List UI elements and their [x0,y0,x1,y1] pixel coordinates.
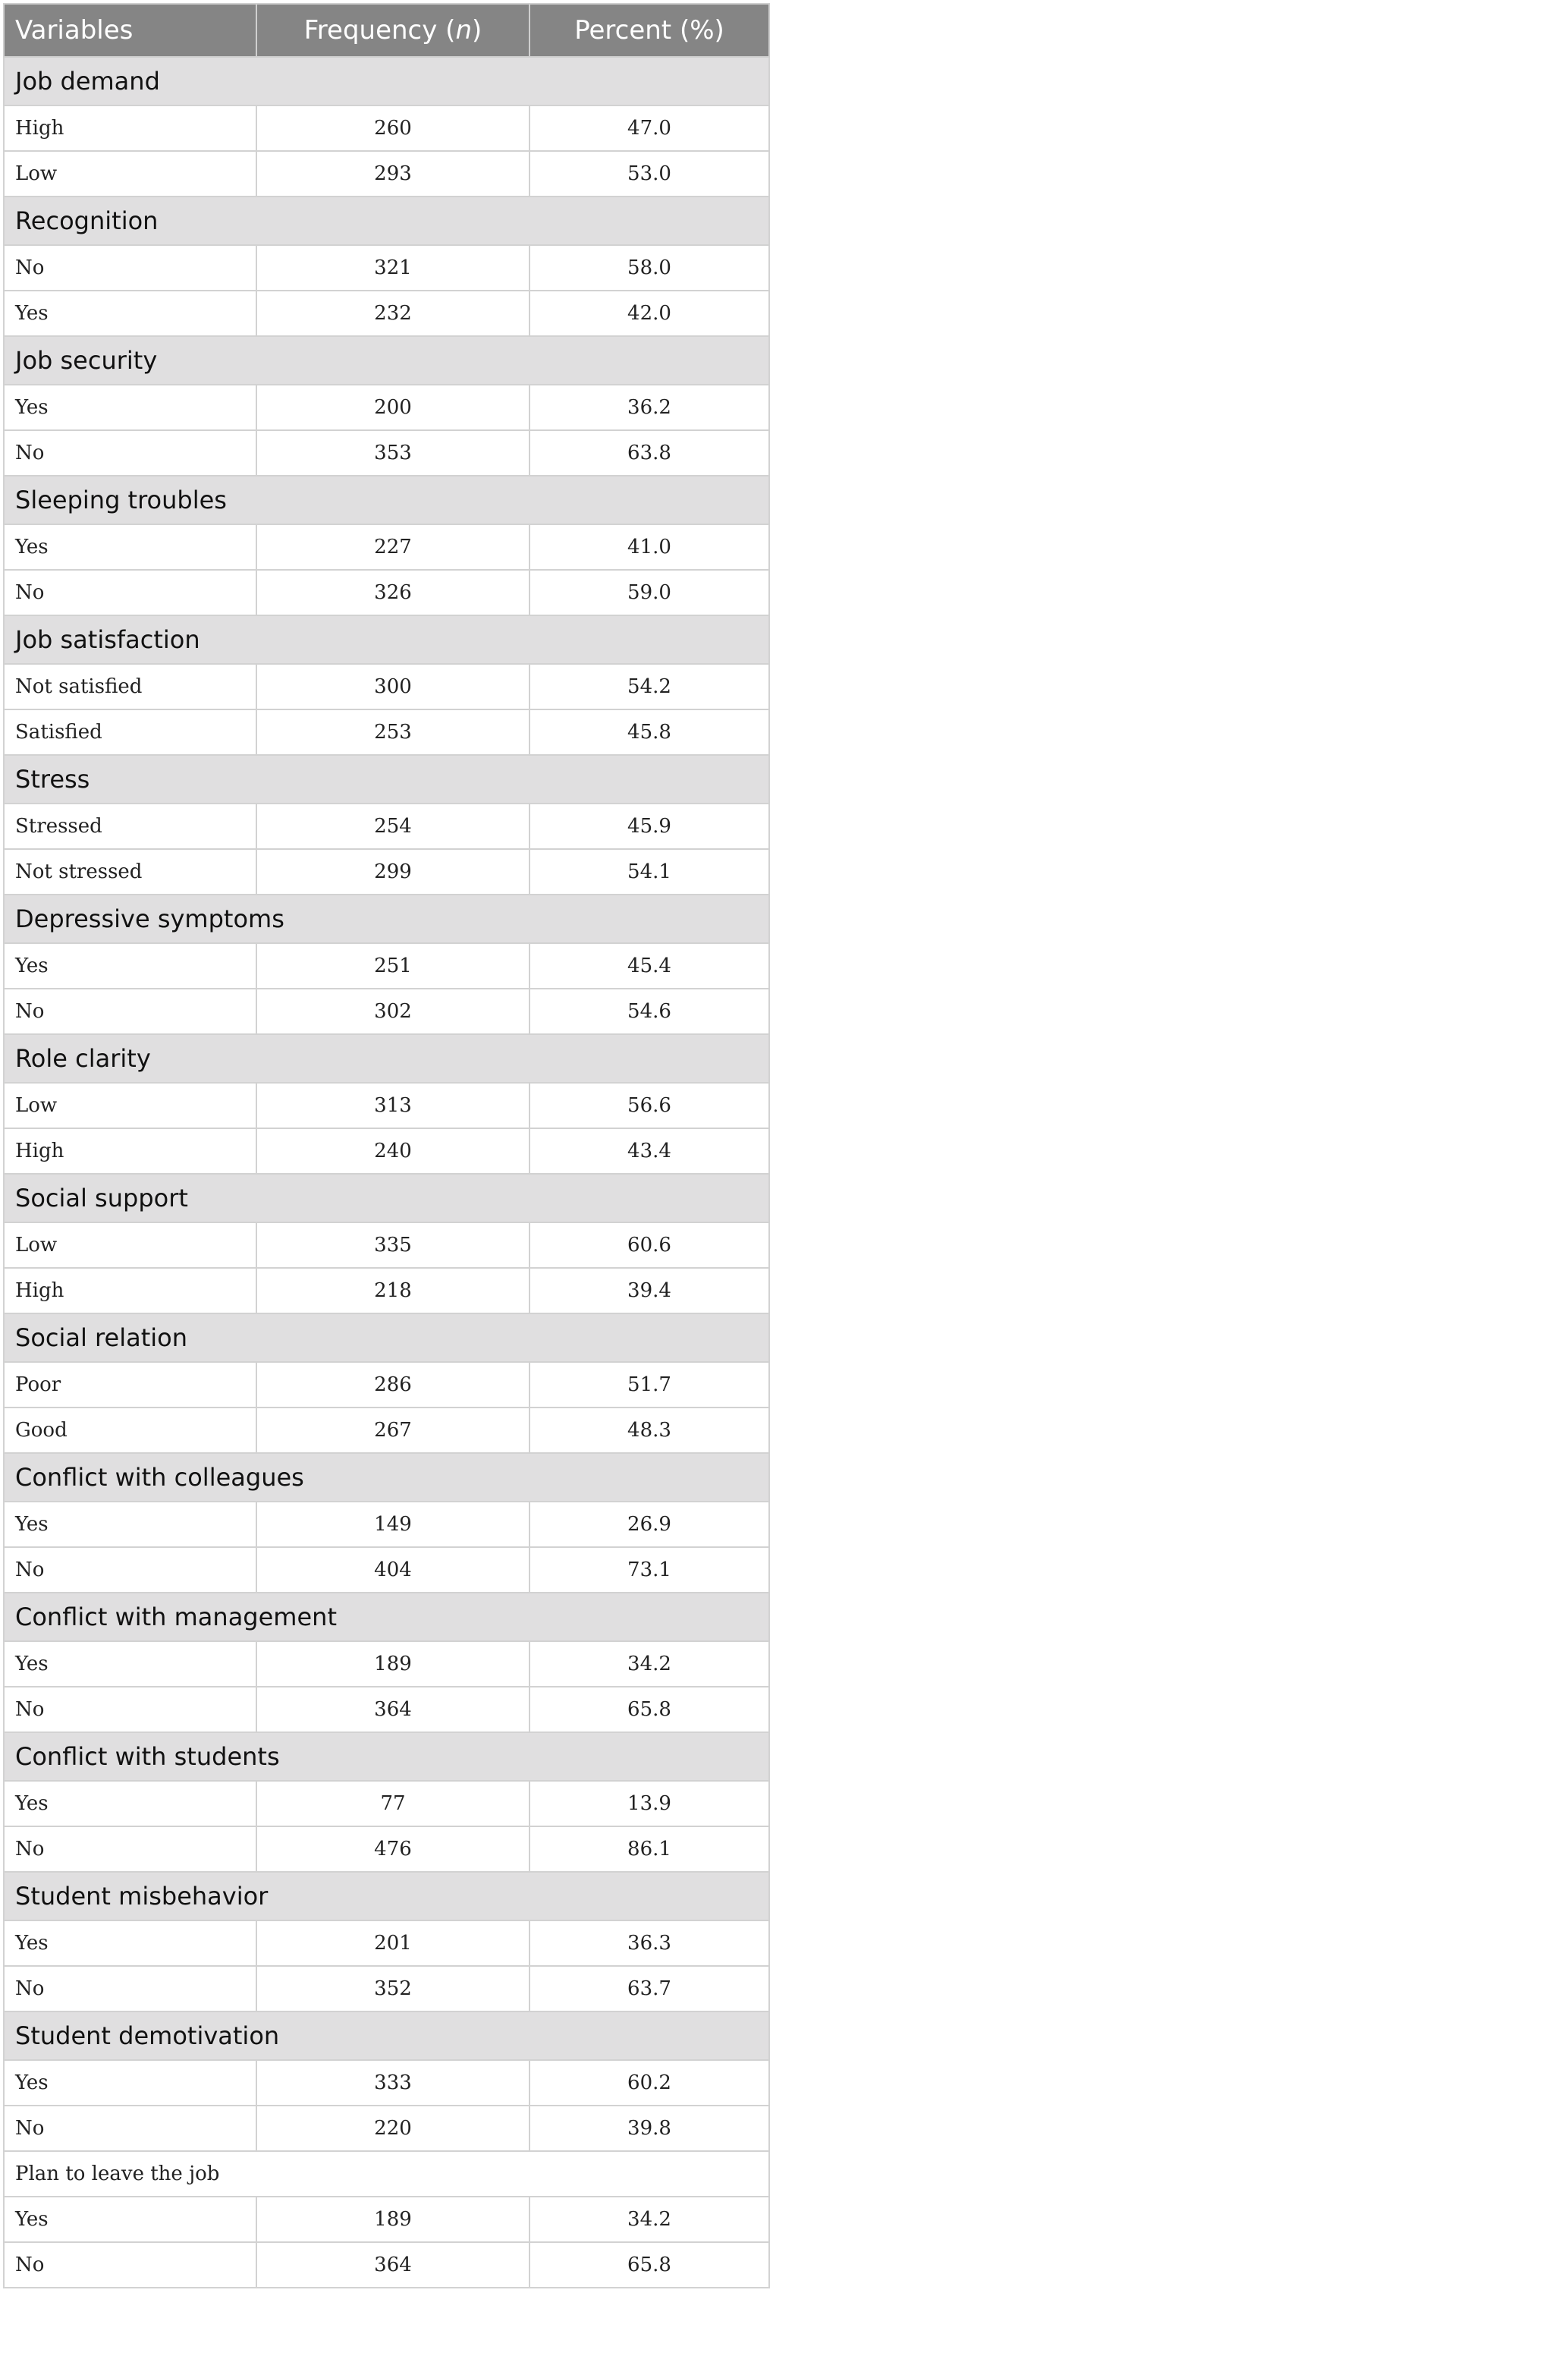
percent-cell: 56.6 [529,1083,769,1128]
frequency-cell: 218 [256,1268,529,1313]
table-row [4,1502,769,1547]
frequency-cell: 302 [256,989,529,1034]
category-cell: Yes [4,2060,256,2106]
group-header-row [4,336,769,385]
frequency-cell: 293 [256,151,529,197]
percent-cell: 45.9 [529,804,769,849]
percent-cell: 26.9 [529,1502,769,1547]
group-title: Depressive symptoms [4,895,769,943]
frequency-cell: 77 [256,1781,529,1826]
category-cell: No [4,1687,256,1732]
group-header-row [4,1732,769,1781]
table-row [4,943,769,989]
table-row [4,1268,769,1313]
group-header-row [4,755,769,804]
frequency-cell: 200 [256,385,529,430]
table-row [4,2197,769,2242]
table-row [4,1408,769,1453]
frequency-cell: 352 [256,1966,529,2011]
group-header-row [4,197,769,245]
table-row [4,1128,769,1174]
percent-cell: 53.0 [529,151,769,197]
category-cell: Yes [4,1781,256,1826]
group-title: Job demand [4,57,769,105]
header-percent: Percent (%) [529,4,769,57]
category-cell: Yes [4,1920,256,1966]
percent-cell: 36.2 [529,385,769,430]
frequency-cell: 404 [256,1547,529,1593]
frequency-cell: 321 [256,245,529,291]
table-row [4,1826,769,1872]
group-header-row [4,476,769,524]
frequency-cell: 326 [256,570,529,615]
group-title: Sleeping troubles [4,476,769,524]
category-cell: Low [4,1083,256,1128]
category-cell: Yes [4,524,256,570]
percent-cell: 48.3 [529,1408,769,1453]
table-row [4,524,769,570]
group-title: Conflict with colleagues [4,1453,769,1502]
category-cell: High [4,105,256,151]
group-header-row [4,2151,769,2197]
table-row [4,849,769,895]
table-row [4,1083,769,1128]
category-cell: Stressed [4,804,256,849]
frequency-cell: 227 [256,524,529,570]
group-header-row [4,1313,769,1362]
frequency-cell: 251 [256,943,529,989]
table-row [4,385,769,430]
group-title: Conflict with students [4,1732,769,1781]
percent-cell: 13.9 [529,1781,769,1826]
group-title: Job security [4,336,769,385]
category-cell: Yes [4,1641,256,1687]
category-cell: High [4,1128,256,1174]
percent-cell: 51.7 [529,1362,769,1408]
frequency-cell: 254 [256,804,529,849]
category-cell: No [4,2242,256,2288]
frequency-cell: 300 [256,664,529,709]
group-title: Job satisfaction [4,615,769,664]
category-cell: Low [4,1222,256,1268]
percent-cell: 73.1 [529,1547,769,1593]
group-title: Role clarity [4,1034,769,1083]
frequency-cell: 353 [256,430,529,476]
category-cell: Yes [4,2197,256,2242]
table-row [4,151,769,197]
header-frequency-n: n [455,15,472,46]
percent-cell: 41.0 [529,524,769,570]
frequency-cell: 299 [256,849,529,895]
table-row [4,2060,769,2106]
percent-cell: 58.0 [529,245,769,291]
header-frequency [256,4,529,57]
category-cell: No [4,1966,256,2011]
group-header-row [4,2011,769,2060]
table-row [4,245,769,291]
percent-cell: 45.4 [529,943,769,989]
frequency-cell: 267 [256,1408,529,1453]
group-title: Recognition [4,197,769,245]
percent-cell: 54.6 [529,989,769,1034]
category-cell: No [4,989,256,1034]
frequency-cell: 232 [256,291,529,336]
group-header-row [4,1453,769,1502]
table-row [4,291,769,336]
frequency-cell: 364 [256,1687,529,1732]
table-row [4,1687,769,1732]
table-row [4,804,769,849]
category-cell: Yes [4,1502,256,1547]
frequency-cell: 253 [256,709,529,755]
table-row [4,2106,769,2151]
percent-cell: 60.2 [529,2060,769,2106]
group-header-row [4,1593,769,1641]
frequency-table [3,3,770,2288]
category-cell: Low [4,151,256,197]
table-row [4,709,769,755]
frequency-cell: 333 [256,2060,529,2106]
category-cell: Good [4,1408,256,1453]
percent-cell: 63.8 [529,430,769,476]
percent-cell: 54.2 [529,664,769,709]
percent-cell: 39.4 [529,1268,769,1313]
group-title: Social relation [4,1313,769,1362]
table-row [4,570,769,615]
header-variables: Variables [4,4,256,57]
frequency-cell: 240 [256,1128,529,1174]
percent-cell: 43.4 [529,1128,769,1174]
category-cell: No [4,2106,256,2151]
frequency-cell: 149 [256,1502,529,1547]
percent-cell: 63.7 [529,1966,769,2011]
percent-cell: 39.8 [529,2106,769,2151]
group-title: Conflict with management [4,1593,769,1641]
table-row [4,989,769,1034]
table-row [4,1362,769,1408]
percent-cell: 42.0 [529,291,769,336]
percent-cell: 34.2 [529,2197,769,2242]
category-cell: No [4,430,256,476]
group-title: Student misbehavior [4,1872,769,1920]
group-header-row [4,1174,769,1222]
group-title: Social support [4,1174,769,1222]
table-header-row [4,4,769,57]
frequency-cell: 476 [256,1826,529,1872]
group-header-row [4,895,769,943]
category-cell: Not stressed [4,849,256,895]
group-title: Student demotivation [4,2011,769,2060]
category-cell: No [4,570,256,615]
table-row [4,664,769,709]
category-cell: No [4,1547,256,1593]
percent-cell: 45.8 [529,709,769,755]
category-cell: Poor [4,1362,256,1408]
group-header-row [4,1872,769,1920]
table-row [4,1966,769,2011]
category-cell: No [4,1826,256,1872]
category-cell: Yes [4,291,256,336]
table-row [4,430,769,476]
group-header-row [4,1034,769,1083]
table-row [4,2242,769,2288]
category-cell: No [4,245,256,291]
frequency-cell: 220 [256,2106,529,2151]
table-row [4,1547,769,1593]
percent-cell: 60.6 [529,1222,769,1268]
header-frequency-suffix: ) [472,15,482,46]
table-row [4,1222,769,1268]
group-header-row [4,615,769,664]
frequency-cell: 201 [256,1920,529,1966]
frequency-cell: 189 [256,1641,529,1687]
table-body [4,57,769,2288]
percent-cell: 54.1 [529,849,769,895]
table-row [4,1641,769,1687]
category-cell: Yes [4,385,256,430]
percent-cell: 36.3 [529,1920,769,1966]
frequency-cell: 335 [256,1222,529,1268]
table-row [4,1781,769,1826]
frequency-cell: 364 [256,2242,529,2288]
category-cell: Not satisfied [4,664,256,709]
percent-cell: 47.0 [529,105,769,151]
group-title: Stress [4,755,769,804]
frequency-cell: 313 [256,1083,529,1128]
table-row [4,1920,769,1966]
percent-cell: 59.0 [529,570,769,615]
percent-cell: 65.8 [529,2242,769,2288]
group-title: Plan to leave the job [4,2151,769,2197]
group-header-row [4,57,769,105]
frequency-cell: 286 [256,1362,529,1408]
frequency-cell: 260 [256,105,529,151]
header-frequency-prefix: Frequency ( [303,15,456,46]
table-row [4,105,769,151]
percent-cell: 65.8 [529,1687,769,1732]
category-cell: High [4,1268,256,1313]
category-cell: Satisfied [4,709,256,755]
percent-cell: 34.2 [529,1641,769,1687]
category-cell: Yes [4,943,256,989]
frequency-cell: 189 [256,2197,529,2242]
percent-cell: 86.1 [529,1826,769,1872]
